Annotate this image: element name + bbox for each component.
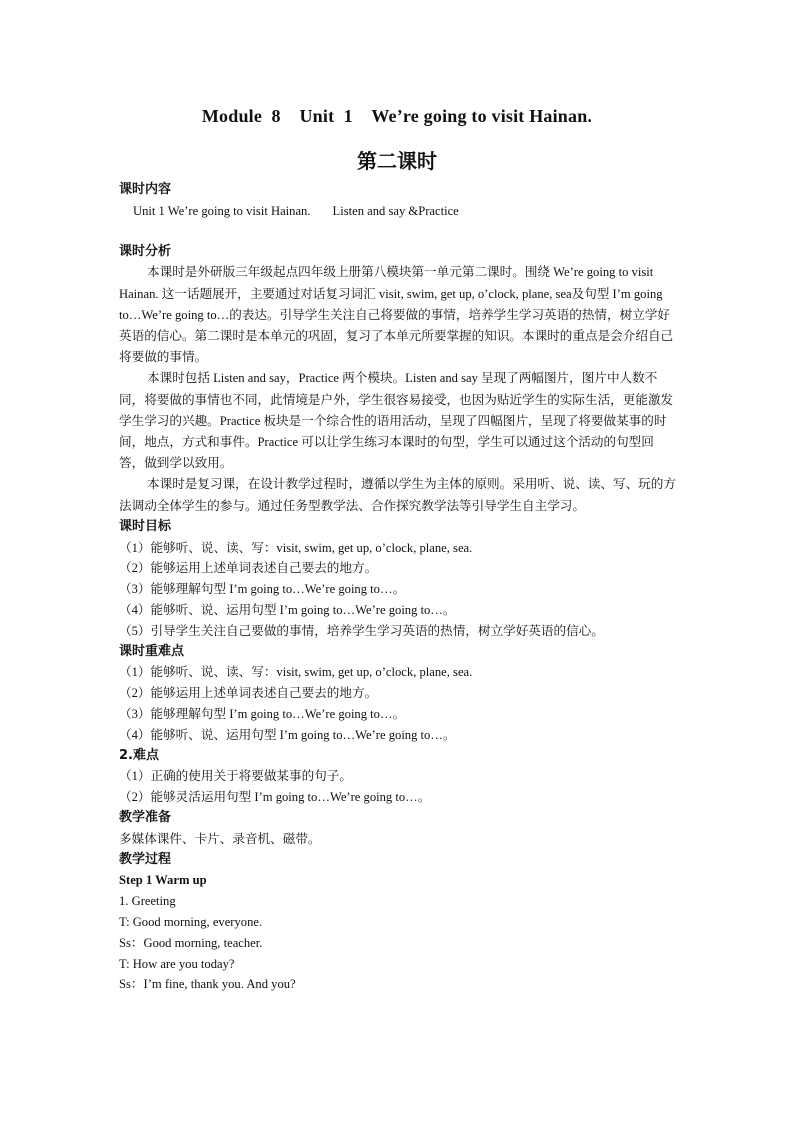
document-body xyxy=(119,180,679,995)
dialogue-line: T: How are you today? xyxy=(119,956,235,971)
section-heading-keypoints: 课时重难点 xyxy=(119,643,185,659)
goal-item: （1）能够听、说、读、写：visit, swim, get up, o’clock, plane, sea. xyxy=(119,540,473,555)
difficulty-heading: 2.难点 xyxy=(119,747,159,763)
document-subtitle: 第二课时 xyxy=(357,149,437,173)
spacer xyxy=(119,222,679,242)
goal-item: （3）能够理解句型 I’m going to…We’re going to…。 xyxy=(119,582,406,597)
dialogue-line: 1. Greeting xyxy=(119,894,176,909)
step-heading: Step 1 Warm up xyxy=(119,873,207,888)
dialogue-line: Ss：I’m fine, thank you. And you? xyxy=(119,977,296,992)
section-heading-goals: 课时目标 xyxy=(119,518,172,534)
document-title: Module 8 Unit 1 We’re going to visit Hainan. xyxy=(201,106,593,126)
prep-text: 多媒体课件、卡片、录音机、磁带。 xyxy=(119,831,321,846)
keypoint-item: （2）能够运用上述单词表述自己要去的地方。 xyxy=(119,686,378,701)
analysis-paragraph-1: 本课时是外研版三年级起点四年级上册第八模块第一单元第二课时。围绕 We’re going to visit Hainan. 这一话题展开，主要通过对话复习词汇 visit, swim, get up, o’clock, plane, sea及句型 I’m going to…We’re going to…的表达。引导学生关注自己将要做的事情，培养学生学习英语的热情，树立学好英语的信心。第二课时是本单元的巩固，复习了本单元所要掌握的知识。本课时的重点是会介绍自己将要做的事情。 xyxy=(119,265,674,365)
section-heading-process: 教学过程 xyxy=(119,851,172,867)
goal-item: （2）能够运用上述单词表述自己要去的地方。 xyxy=(119,561,378,576)
section-heading-prep: 教学准备 xyxy=(119,809,172,825)
keypoint-item: （3）能够理解句型 I’m going to…We’re going to…。 xyxy=(119,707,406,721)
keypoint-item: （4）能够听、说、运用句型 I’m going to…We’re going to…。 xyxy=(119,727,456,742)
content-text: Unit 1 We’re going to visit Hainan. Listen and say &Practice xyxy=(133,203,459,218)
section-heading-analysis: 课时分析 xyxy=(119,243,172,259)
goal-item: （4）能够听、说、运用句型 I’m going to…We’re going to…。 xyxy=(119,603,456,618)
keypoint-item: （1）能够听、说、读、写：visit, swim, get up, o’clock, plane, sea. xyxy=(119,665,473,680)
goal-item: （5）引导学生关注自己要做的事情，培养学生学习英语的热情，树立学好英语的信心。 xyxy=(119,623,604,638)
analysis-paragraph-2: 本课时包括 Listen and say，Practice 两个模块。Listen and say 呈现了两幅图片，图片中人数不同，将要做的事情也不同，此情境是户外，学生很容易接受，也因为贴近学生的实际生活，更能激发学生学习的兴趣。Practice 板块是一个综合性的语用活动，呈现了四幅图片，呈现了将要做某事的时间，地点，方式和事件。Practice 可以让学生练习本课时的句型，学生可以通过这个活动的句型回答，做到学以致用。 xyxy=(119,371,674,471)
section-heading-content: 课时内容 xyxy=(119,182,172,197)
dialogue-line: Ss：Good morning, teacher. xyxy=(119,935,263,950)
dialogue-line: T: Good morning, everyone. xyxy=(119,914,263,929)
difficulty-item: （2）能够灵活运用句型 I’m going to…We’re going to…。 xyxy=(119,790,431,805)
difficulty-item: （1）正确的使用关于将要做某事的句子。 xyxy=(119,769,352,784)
analysis-paragraph-3: 本课时是复习课，在设计教学过程时，遵循以学生为主体的原则。采用听、说、读、写、玩的方法调动全体学生的参与。通过任务型教学法、合作探究教学法等引导学生自主学习。 xyxy=(119,477,676,513)
